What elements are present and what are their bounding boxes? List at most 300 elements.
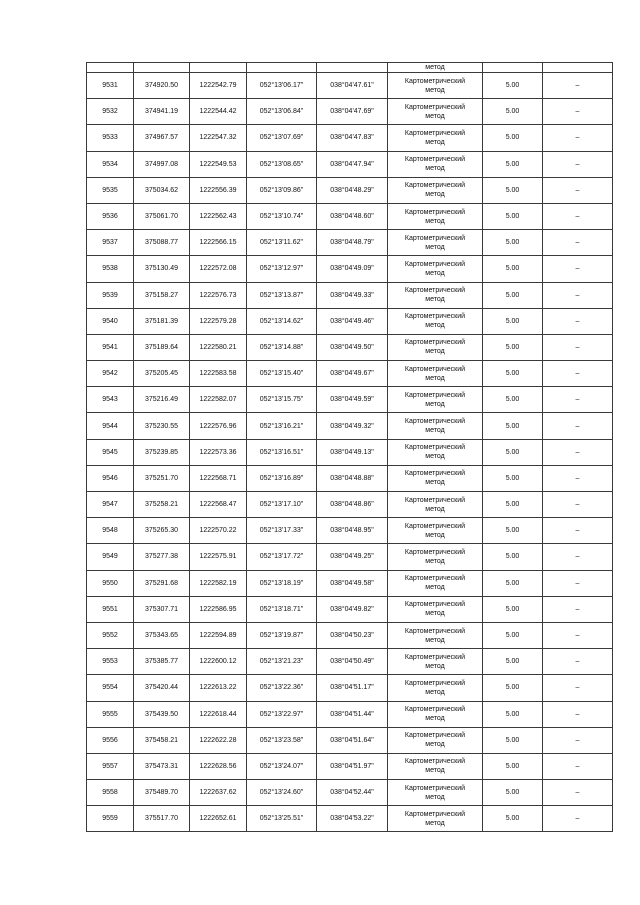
- cell-lat: 052°13'15.75": [247, 387, 317, 413]
- cell-x: 374941.19: [134, 99, 190, 125]
- cell-y: 1222544.42: [190, 99, 247, 125]
- cell-x: 375307.71: [134, 596, 190, 622]
- method-line1: Картометрический: [404, 260, 466, 268]
- cell-accuracy: 5.00: [483, 361, 543, 387]
- table-row: [87, 544, 613, 570]
- cell-lon: 038°04'50.49": [317, 649, 388, 675]
- cell-num: 9558: [87, 780, 134, 806]
- cell-lon: 038°04'49.50": [317, 334, 388, 360]
- cell-x: 374967.57: [134, 125, 190, 151]
- cell-lat: 052°13'23.58": [247, 727, 317, 753]
- cell-lat: 052°13'25.51": [247, 806, 317, 832]
- method-line2: метод: [425, 479, 445, 487]
- cell-y: 1222618.44: [190, 701, 247, 727]
- cell-num: 9531: [87, 73, 134, 99]
- cell-lon: 038°04'52.44": [317, 780, 388, 806]
- cell-num: 9545: [87, 439, 134, 465]
- method-line2: метод: [425, 86, 445, 94]
- cell-accuracy: 5.00: [483, 675, 543, 701]
- cell-lon: 038°04'49.67": [317, 361, 388, 387]
- cell-method: [388, 439, 483, 465]
- cell-num: 9534: [87, 151, 134, 177]
- cell-lat: 052°13'08.65": [247, 151, 317, 177]
- cell-num: 9537: [87, 230, 134, 256]
- table-row: [87, 439, 613, 465]
- cell-lat: 052°13'17.72": [247, 544, 317, 570]
- cell-num: 9532: [87, 99, 134, 125]
- cell-x: 375517.70: [134, 806, 190, 832]
- method-line2: метод: [425, 427, 445, 435]
- cell-method: [388, 334, 483, 360]
- cell-accuracy: 5.00: [483, 125, 543, 151]
- method-line2: метод: [425, 688, 445, 696]
- cell-y: 1222628.56: [190, 753, 247, 779]
- cell-x: 375189.64: [134, 334, 190, 360]
- cell-method: [388, 753, 483, 779]
- method-line1: Картометрический: [404, 313, 466, 321]
- cell-y: 1222579.28: [190, 308, 247, 334]
- method-line2: метод: [425, 374, 445, 382]
- cell-x: 375230.55: [134, 413, 190, 439]
- cell-y: 1222583.58: [190, 361, 247, 387]
- cell-note: –: [543, 125, 613, 151]
- cell-lat: 052°13'19.87": [247, 622, 317, 648]
- cell-num: 9553: [87, 649, 134, 675]
- method-line2: метод: [425, 322, 445, 330]
- cell-accuracy: 5.00: [483, 282, 543, 308]
- cell-num: 9552: [87, 622, 134, 648]
- cell-accuracy: 5.00: [483, 701, 543, 727]
- cell-note: –: [543, 596, 613, 622]
- cell-x: 375088.77: [134, 230, 190, 256]
- cell-note: –: [543, 334, 613, 360]
- cell-x: 375291.68: [134, 570, 190, 596]
- cell-x: 375216.49: [134, 387, 190, 413]
- cell-lon: 038°04'51.44": [317, 701, 388, 727]
- cell-y: 1222652.61: [190, 806, 247, 832]
- cell-num: 9543: [87, 387, 134, 413]
- cell-x: 375343.65: [134, 622, 190, 648]
- cell-method: [388, 465, 483, 491]
- table-row: [87, 518, 613, 544]
- cell-accuracy: 5.00: [483, 387, 543, 413]
- cell-lat: 052°13'18.71": [247, 596, 317, 622]
- cell-note: –: [543, 203, 613, 229]
- method-line2: метод: [425, 715, 445, 723]
- cell-lat: 052°13'18.19": [247, 570, 317, 596]
- method-line2: метод: [425, 584, 445, 592]
- cell-lon: 038°04'51.64": [317, 727, 388, 753]
- cell-num: 9541: [87, 334, 134, 360]
- cell-y: 1222637.62: [190, 780, 247, 806]
- cell-note: –: [543, 544, 613, 570]
- cell-note: –: [543, 439, 613, 465]
- cell-y: 1222582.07: [190, 387, 247, 413]
- cell-accuracy: 5.00: [483, 177, 543, 203]
- cell-lon: 038°04'48.86": [317, 492, 388, 518]
- cell-num: 9551: [87, 596, 134, 622]
- cell-lat: 052°13'14.88": [247, 334, 317, 360]
- cell-note: –: [543, 570, 613, 596]
- table-row: [87, 361, 613, 387]
- cell-lat: 052°13'10.74": [247, 203, 317, 229]
- cell-note: –: [543, 518, 613, 544]
- cell-method: [388, 806, 483, 832]
- cell-num: [87, 63, 134, 73]
- cell-lon: 038°04'49.59": [317, 387, 388, 413]
- cell-y: 1222547.32: [190, 125, 247, 151]
- cell-note: –: [543, 308, 613, 334]
- cell-x: 374997.08: [134, 151, 190, 177]
- cell-method: [388, 256, 483, 282]
- cell-lat: 052°13'14.62": [247, 308, 317, 334]
- cell-num: 9548: [87, 518, 134, 544]
- coordinates-table: [86, 62, 613, 832]
- cell-lon: 038°04'49.13": [317, 439, 388, 465]
- method-line1: Картометрический: [404, 548, 466, 556]
- method-line1: Картометрический: [404, 103, 466, 111]
- cell-num: 9535: [87, 177, 134, 203]
- cell-num: 9557: [87, 753, 134, 779]
- method-line1: Картометрический: [404, 418, 466, 426]
- cell-y: 1222613.22: [190, 675, 247, 701]
- cell-method: [388, 99, 483, 125]
- method-line2: метод: [425, 243, 445, 251]
- method-line1: Картометрический: [404, 444, 466, 452]
- cell-accuracy: 5.00: [483, 622, 543, 648]
- cell-accuracy: [483, 63, 543, 73]
- cell-method: [388, 780, 483, 806]
- cell-accuracy: 5.00: [483, 203, 543, 229]
- cell-note: –: [543, 73, 613, 99]
- cell-y: 1222575.91: [190, 544, 247, 570]
- cell-x: 375277.38: [134, 544, 190, 570]
- method-line1: Картометрический: [404, 601, 466, 609]
- method-line2: метод: [425, 505, 445, 513]
- cell-note: –: [543, 780, 613, 806]
- cell-num: 9547: [87, 492, 134, 518]
- cell-num: 9559: [87, 806, 134, 832]
- cell-accuracy: 5.00: [483, 492, 543, 518]
- method-line1: Картометрический: [404, 679, 466, 687]
- method-line2: метод: [425, 165, 445, 173]
- cell-note: –: [543, 230, 613, 256]
- cell-lat: 052°13'13.87": [247, 282, 317, 308]
- cell-y: 1222542.79: [190, 73, 247, 99]
- cell-accuracy: 5.00: [483, 649, 543, 675]
- method-line1: Картометрический: [404, 129, 466, 137]
- cell-lon: 038°04'47.69": [317, 99, 388, 125]
- cell-accuracy: 5.00: [483, 151, 543, 177]
- cell-method: [388, 203, 483, 229]
- cell-lat: 052°13'07.69": [247, 125, 317, 151]
- cell-accuracy: 5.00: [483, 806, 543, 832]
- cell-y: 1222566.15: [190, 230, 247, 256]
- table-row: [87, 125, 613, 151]
- cell-num: 9536: [87, 203, 134, 229]
- cell-x: 375205.45: [134, 361, 190, 387]
- cell-y: [190, 63, 247, 73]
- cell-note: –: [543, 649, 613, 675]
- cell-lat: [247, 63, 317, 73]
- table-row: [87, 570, 613, 596]
- cell-x: 375458.21: [134, 727, 190, 753]
- cell-num: 9550: [87, 570, 134, 596]
- cell-note: –: [543, 151, 613, 177]
- method-line2: метод: [425, 741, 445, 749]
- cell-y: 1222562.43: [190, 203, 247, 229]
- cell-x: 375489.70: [134, 780, 190, 806]
- cell-lat: 052°13'22.97": [247, 701, 317, 727]
- cell-lon: 038°04'50.23": [317, 622, 388, 648]
- method-line1: Картометрический: [404, 575, 466, 583]
- cell-accuracy: 5.00: [483, 308, 543, 334]
- cell-y: 1222549.53: [190, 151, 247, 177]
- cell-x: 375061.70: [134, 203, 190, 229]
- cell-lon: 038°04'48.79": [317, 230, 388, 256]
- cell-num: 9533: [87, 125, 134, 151]
- cell-x: 375258.21: [134, 492, 190, 518]
- cell-y: 1222586.95: [190, 596, 247, 622]
- cell-note: –: [543, 701, 613, 727]
- method-line1: Картометрический: [404, 287, 466, 295]
- cell-method: [388, 701, 483, 727]
- method-line1: Картометрический: [404, 653, 466, 661]
- cell-lon: 038°04'49.58": [317, 570, 388, 596]
- cell-method: [388, 622, 483, 648]
- cell-x: 375385.77: [134, 649, 190, 675]
- cell-method: [388, 492, 483, 518]
- method-line1: Картометрический: [404, 156, 466, 164]
- cell-lon: 038°04'49.32": [317, 413, 388, 439]
- cell-accuracy: 5.00: [483, 439, 543, 465]
- cell-lat: 052°13'24.60": [247, 780, 317, 806]
- cell-method: [388, 649, 483, 675]
- method-line1: Картометрический: [404, 234, 466, 242]
- cell-accuracy: 5.00: [483, 334, 543, 360]
- cell-lon: 038°04'48.95": [317, 518, 388, 544]
- cell-num: 9546: [87, 465, 134, 491]
- cell-method: [388, 596, 483, 622]
- method-line2: метод: [425, 269, 445, 277]
- cell-method: [388, 125, 483, 151]
- table-row: [87, 675, 613, 701]
- method-line2: метод: [425, 793, 445, 801]
- cell-note: [543, 63, 613, 73]
- cell-x: 375251.70: [134, 465, 190, 491]
- cell-y: 1222576.73: [190, 282, 247, 308]
- cell-y: 1222582.19: [190, 570, 247, 596]
- cell-lat: 052°13'16.21": [247, 413, 317, 439]
- cell-y: 1222568.71: [190, 465, 247, 491]
- cell-num: 9540: [87, 308, 134, 334]
- cell-accuracy: 5.00: [483, 413, 543, 439]
- cell-method: [388, 518, 483, 544]
- method-line1: Картометрический: [404, 182, 466, 190]
- table-row: [87, 727, 613, 753]
- method-line2: метод: [425, 557, 445, 565]
- table-row: [87, 203, 613, 229]
- cell-x: [134, 63, 190, 73]
- method-line2: метод: [425, 819, 445, 827]
- table-row: [87, 73, 613, 99]
- method-line2: метод: [425, 296, 445, 304]
- cell-note: –: [543, 282, 613, 308]
- cell-note: –: [543, 622, 613, 648]
- cell-x: 374920.50: [134, 73, 190, 99]
- table-row: [87, 465, 613, 491]
- cell-lon: 038°04'49.09": [317, 256, 388, 282]
- cell-accuracy: 5.00: [483, 753, 543, 779]
- cell-num: 9542: [87, 361, 134, 387]
- table-row: [87, 151, 613, 177]
- table-row: [87, 99, 613, 125]
- cell-method: [388, 570, 483, 596]
- cell-note: –: [543, 492, 613, 518]
- cell-note: –: [543, 361, 613, 387]
- cell-lon: 038°04'51.97": [317, 753, 388, 779]
- cell-x: 375130.49: [134, 256, 190, 282]
- cell-lat: 052°13'09.86": [247, 177, 317, 203]
- cell-x: 375181.39: [134, 308, 190, 334]
- cell-x: 375265.30: [134, 518, 190, 544]
- cell-y: 1222572.08: [190, 256, 247, 282]
- table-row: [87, 780, 613, 806]
- table-row: [87, 622, 613, 648]
- cell-lon: 038°04'49.82": [317, 596, 388, 622]
- cell-lon: 038°04'47.94": [317, 151, 388, 177]
- cell-method: [388, 361, 483, 387]
- cell-method: [388, 151, 483, 177]
- cell-note: –: [543, 99, 613, 125]
- cell-x: 375034.62: [134, 177, 190, 203]
- cell-note: –: [543, 413, 613, 439]
- cell-num: 9554: [87, 675, 134, 701]
- cell-method: [388, 73, 483, 99]
- cell-y: 1222570.22: [190, 518, 247, 544]
- cell-num: 9556: [87, 727, 134, 753]
- method-line1: Картометрический: [404, 339, 466, 347]
- method-line2: метод: [425, 348, 445, 356]
- cell-note: –: [543, 387, 613, 413]
- cell-lon: 038°04'49.33": [317, 282, 388, 308]
- table-row: [87, 308, 613, 334]
- cell-lat: 052°13'17.10": [247, 492, 317, 518]
- method-line1: Картометрический: [404, 810, 466, 818]
- table-row: [87, 256, 613, 282]
- cell-lon: [317, 63, 388, 73]
- table-row: [87, 596, 613, 622]
- cell-y: 1222622.28: [190, 727, 247, 753]
- table-continuation-row: [87, 63, 613, 73]
- cell-accuracy: 5.00: [483, 73, 543, 99]
- cell-lon: 038°04'49.25": [317, 544, 388, 570]
- method-line2: метод: [425, 636, 445, 644]
- table-row: [87, 701, 613, 727]
- cell-lat: 052°13'15.40": [247, 361, 317, 387]
- cell-note: –: [543, 753, 613, 779]
- cell-method: [388, 282, 483, 308]
- method-line2: метод: [425, 453, 445, 461]
- cell-lon: 038°04'51.17": [317, 675, 388, 701]
- method-line2: метод: [425, 191, 445, 199]
- method-line2: метод: [425, 767, 445, 775]
- cell-accuracy: 5.00: [483, 544, 543, 570]
- cell-lon: 038°04'49.46": [317, 308, 388, 334]
- cell-lon: 038°04'48.29": [317, 177, 388, 203]
- table-row: [87, 177, 613, 203]
- cell-lon: 038°04'47.61": [317, 73, 388, 99]
- cell-note: –: [543, 727, 613, 753]
- table-body: [87, 63, 613, 832]
- cell-y: 1222568.47: [190, 492, 247, 518]
- cell-x: 375158.27: [134, 282, 190, 308]
- cell-method: [388, 727, 483, 753]
- cell-lat: 052°13'11.62": [247, 230, 317, 256]
- cell-x: 375439.50: [134, 701, 190, 727]
- cell-lat: 052°13'12.97": [247, 256, 317, 282]
- table-row: [87, 806, 613, 832]
- table-row: [87, 282, 613, 308]
- method-line1: Картометрический: [404, 784, 466, 792]
- cell-method: [388, 544, 483, 570]
- table-row: [87, 334, 613, 360]
- cell-method: [388, 230, 483, 256]
- cell-accuracy: 5.00: [483, 99, 543, 125]
- cell-num: 9538: [87, 256, 134, 282]
- cell-accuracy: 5.00: [483, 230, 543, 256]
- method-line1: Картометрический: [404, 470, 466, 478]
- cell-x: 375420.44: [134, 675, 190, 701]
- method-line1: Картометрический: [404, 522, 466, 530]
- cell-lat: 052°13'21.23": [247, 649, 317, 675]
- cell-accuracy: 5.00: [483, 780, 543, 806]
- method-line2: метод: [425, 112, 445, 120]
- cell-accuracy: 5.00: [483, 727, 543, 753]
- cell-y: 1222556.39: [190, 177, 247, 203]
- method-line2: метод: [425, 138, 445, 146]
- cell-num: 9544: [87, 413, 134, 439]
- cell-lon: 038°04'47.83": [317, 125, 388, 151]
- cell-method: [388, 308, 483, 334]
- cell-note: –: [543, 675, 613, 701]
- table-row: [87, 492, 613, 518]
- cell-y: 1222580.21: [190, 334, 247, 360]
- method-line1: Картометрический: [404, 732, 466, 740]
- cell-note: –: [543, 256, 613, 282]
- method-line1: Картометрический: [404, 627, 466, 635]
- cell-method: [388, 675, 483, 701]
- cell-method: [388, 413, 483, 439]
- cell-y: 1222600.12: [190, 649, 247, 675]
- cell-method: [388, 387, 483, 413]
- cell-num: 9539: [87, 282, 134, 308]
- table-row: [87, 753, 613, 779]
- method-line2: метод: [425, 531, 445, 539]
- cell-num: 9549: [87, 544, 134, 570]
- cell-lon: 038°04'48.60": [317, 203, 388, 229]
- cell-accuracy: 5.00: [483, 596, 543, 622]
- cell-note: –: [543, 177, 613, 203]
- method-line1: Картометрический: [404, 365, 466, 373]
- method-line2: метод: [425, 662, 445, 670]
- cell-lat: 052°13'06.84": [247, 99, 317, 125]
- cell-num: 9555: [87, 701, 134, 727]
- cell-accuracy: 5.00: [483, 256, 543, 282]
- table-row: [87, 230, 613, 256]
- cell-lat: 052°13'06.17": [247, 73, 317, 99]
- method-line1: Картометрический: [404, 758, 466, 766]
